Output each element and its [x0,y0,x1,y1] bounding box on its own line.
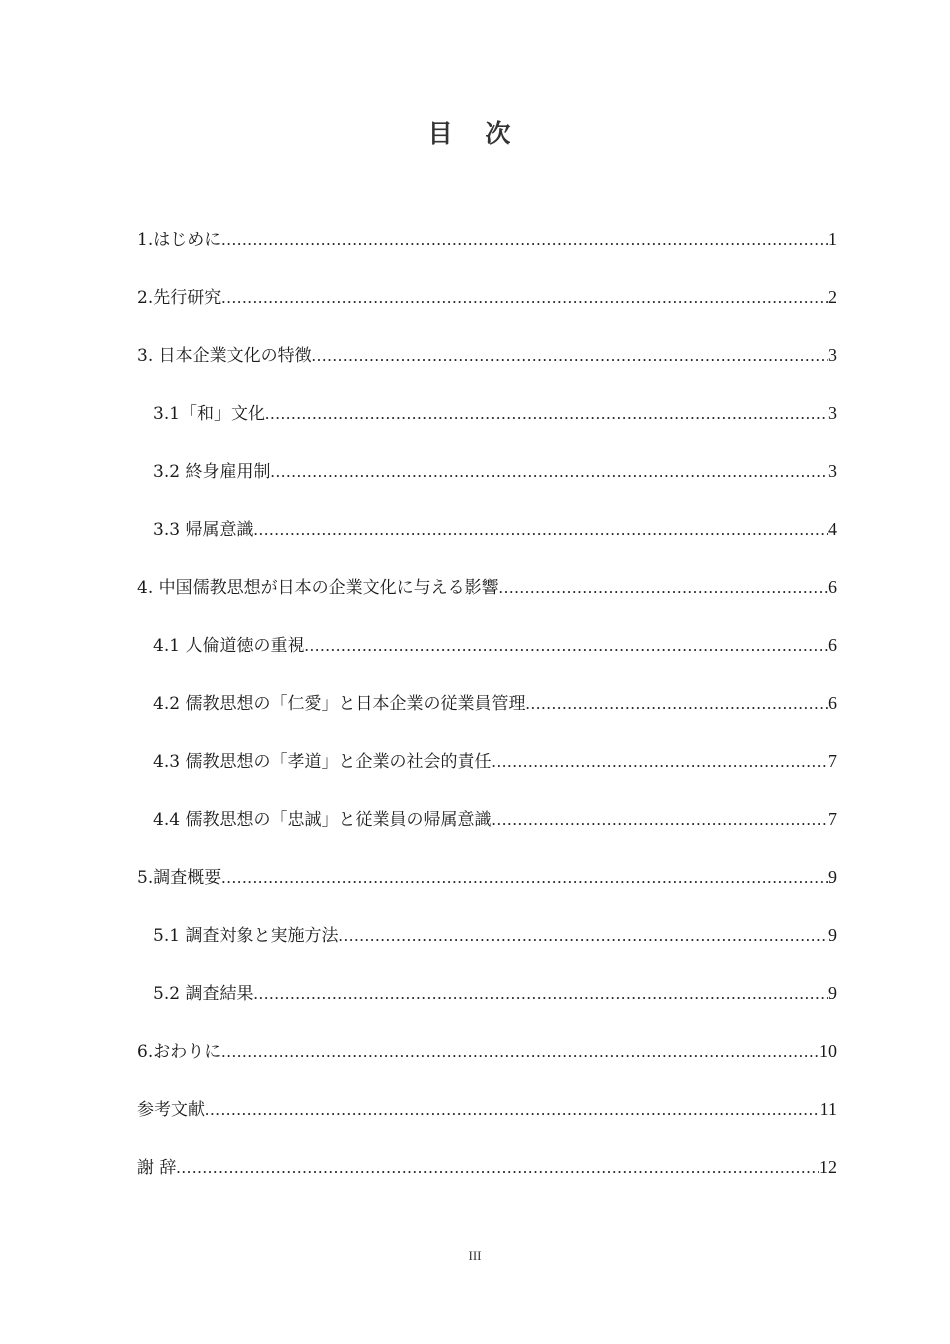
toc-entry-label: 謝 辞 [137,1158,177,1178]
dot-leader [221,1035,819,1069]
table-of-contents [137,222,837,1208]
toc-entry-page: 3 [828,403,837,423]
toc-entry-6[interactable] [137,1034,837,1092]
toc-entry-label: 3.2 終身雇用制 [153,462,271,482]
toc-entry-4-1[interactable] [137,628,837,686]
toc-entry-page: 4 [828,519,837,539]
toc-entry-label: 5.調査概要 [137,868,222,888]
dot-leader [304,629,828,663]
toc-entry-page: 6 [828,693,837,713]
toc-entry-label: 4.1 人倫道徳の重視 [153,636,305,656]
toc-entry-3-1[interactable] [137,396,837,454]
toc-entry-page: 6 [828,635,837,655]
toc-entry-page: 7 [828,751,837,771]
toc-entry-page: 3 [828,461,837,481]
toc-entry-5[interactable] [137,860,837,918]
toc-entry-label: 4.2 儒教思想の「仁愛」と日本企業の従業員管理 [153,694,526,714]
dot-leader [221,861,828,895]
toc-entry-page: 9 [828,983,837,1003]
toc-entry-label: 4.4 儒教思想の「忠誠」と従業員の帰属意識 [153,810,492,830]
toc-entry-page: 9 [828,925,837,945]
toc-entry-page: 7 [828,809,837,829]
toc-entry-page: 9 [828,867,837,887]
toc-entry-label: 4.3 儒教思想の「孝道」と企業の社会的責任 [153,752,492,772]
toc-entry-3[interactable] [137,338,837,396]
toc-entry-label: 2.先行研究 [137,288,222,308]
toc-entry-label: 4. 中国儒教思想が日本の企業文化に与える影響 [137,578,499,598]
toc-entry-5-1[interactable] [137,918,837,976]
toc-entry-1[interactable] [137,222,837,280]
toc-entry-label: 3.1「和」文化 [153,404,266,424]
toc-entry-3-3[interactable] [137,512,837,570]
dot-leader [176,1151,819,1185]
toc-entry-3-2[interactable] [137,454,837,512]
toc-entry-references[interactable] [137,1092,837,1150]
toc-entry-label: 参考文献 [137,1100,205,1120]
dot-leader [253,513,828,547]
toc-entry-acknowledgements[interactable] [137,1150,837,1208]
dot-leader [491,803,828,837]
toc-entry-label: 5.2 調査結果 [153,984,254,1004]
toc-entry-page: 11 [819,1099,837,1119]
toc-entry-4-3[interactable] [137,744,837,802]
toc-entry-page: 3 [828,345,837,365]
dot-leader [253,977,828,1011]
toc-entry-label: 5.1 調査対象と実施方法 [153,926,339,946]
dot-leader [338,919,828,953]
toc-entry-label: 6.おわりに [137,1042,222,1062]
toc-entry-5-2[interactable] [137,976,837,1034]
toc-entry-page: 6 [828,577,837,597]
toc-entry-page: 12 [819,1157,837,1177]
dot-leader [221,281,828,315]
toc-entry-4-2[interactable] [137,686,837,744]
dot-leader [491,745,828,779]
toc-entry-label: 1.はじめに [137,230,222,250]
dot-leader [205,1093,820,1127]
toc-entry-4-4[interactable] [137,802,837,860]
page-title: 目 次 [427,119,523,148]
dot-leader [265,397,828,431]
toc-entry-page: 10 [819,1041,837,1061]
toc-entry-2[interactable] [137,280,837,338]
dot-leader [312,339,828,373]
toc-entry-label: 3. 日本企業文化の特徴 [137,346,312,366]
dot-leader [221,223,828,257]
dot-leader [525,687,828,721]
dot-leader [499,571,828,605]
dot-leader [270,455,828,489]
toc-entry-label: 3.3 帰属意識 [153,520,254,540]
toc-entry-4[interactable] [137,570,837,628]
page-number: III [468,1248,482,1263]
toc-entry-page: 1 [828,229,837,249]
toc-entry-page: 2 [828,287,837,307]
